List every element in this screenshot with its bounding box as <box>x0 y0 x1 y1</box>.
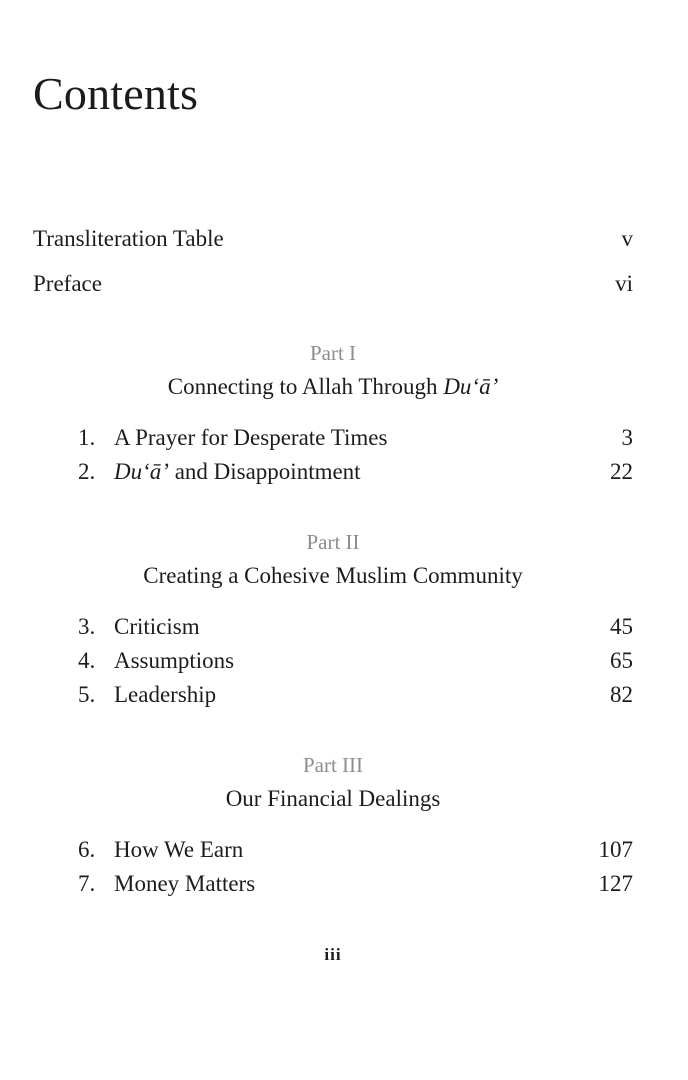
toc-entry-page: v <box>621 226 633 251</box>
part-title-2: Creating a Cohesive Muslim Community <box>143 563 523 588</box>
chapter-title-italic: Du‘ā’ <box>114 459 169 484</box>
part-label-3: Part III <box>302 753 364 777</box>
chapter-page: 107 <box>598 837 633 862</box>
toc-entry-title: Transliteration Table <box>33 226 224 251</box>
chapter-title <box>78 835 243 865</box>
chapter-number: 6. <box>78 837 96 862</box>
toc-entry-title: Preface <box>33 271 102 296</box>
chapter-title-text: Money Matters <box>114 871 256 896</box>
chapter-page: 65 <box>610 648 633 673</box>
part-title-3: Our Financial Dealings <box>225 786 441 811</box>
chapter-title <box>78 646 234 676</box>
chapter-title <box>78 612 200 642</box>
chapter-number: 5. <box>78 682 96 707</box>
chapter-number: 4. <box>78 648 96 673</box>
page-title: Contents <box>33 68 199 119</box>
chapter-number: 3. <box>78 614 96 639</box>
chapter-title-text: Assumptions <box>114 648 235 673</box>
chapter-page: 45 <box>610 614 633 639</box>
chapter-title-text: Leadership <box>114 682 217 707</box>
chapter-number: 7. <box>78 871 96 896</box>
chapter-number: 2. <box>78 459 96 484</box>
part-label-1: Part I <box>309 341 357 365</box>
chapter-number: 1. <box>78 425 96 450</box>
part-title-text: Connecting to Allah Through <box>167 374 444 399</box>
part-title-1 <box>0 372 666 402</box>
page-number-folio: iii <box>324 945 342 964</box>
chapter-title-text: Criticism <box>114 614 200 639</box>
chapter-title <box>78 457 361 487</box>
chapter-title <box>78 680 216 710</box>
part-title-italic: Du‘ā’ <box>443 374 499 399</box>
chapter-page: 3 <box>621 425 633 450</box>
chapter-title <box>78 423 387 453</box>
chapter-title-text: A Prayer for Desperate Times <box>114 425 388 450</box>
chapter-title <box>78 869 255 899</box>
chapter-page: 127 <box>598 871 633 896</box>
chapter-title-text: How We Earn <box>114 837 244 862</box>
chapter-page: 22 <box>610 459 633 484</box>
chapter-title-text: and Disappointment <box>168 459 361 484</box>
toc-entry-page: vi <box>615 271 633 296</box>
chapter-page: 82 <box>610 682 633 707</box>
part-label-2: Part II <box>306 530 360 554</box>
